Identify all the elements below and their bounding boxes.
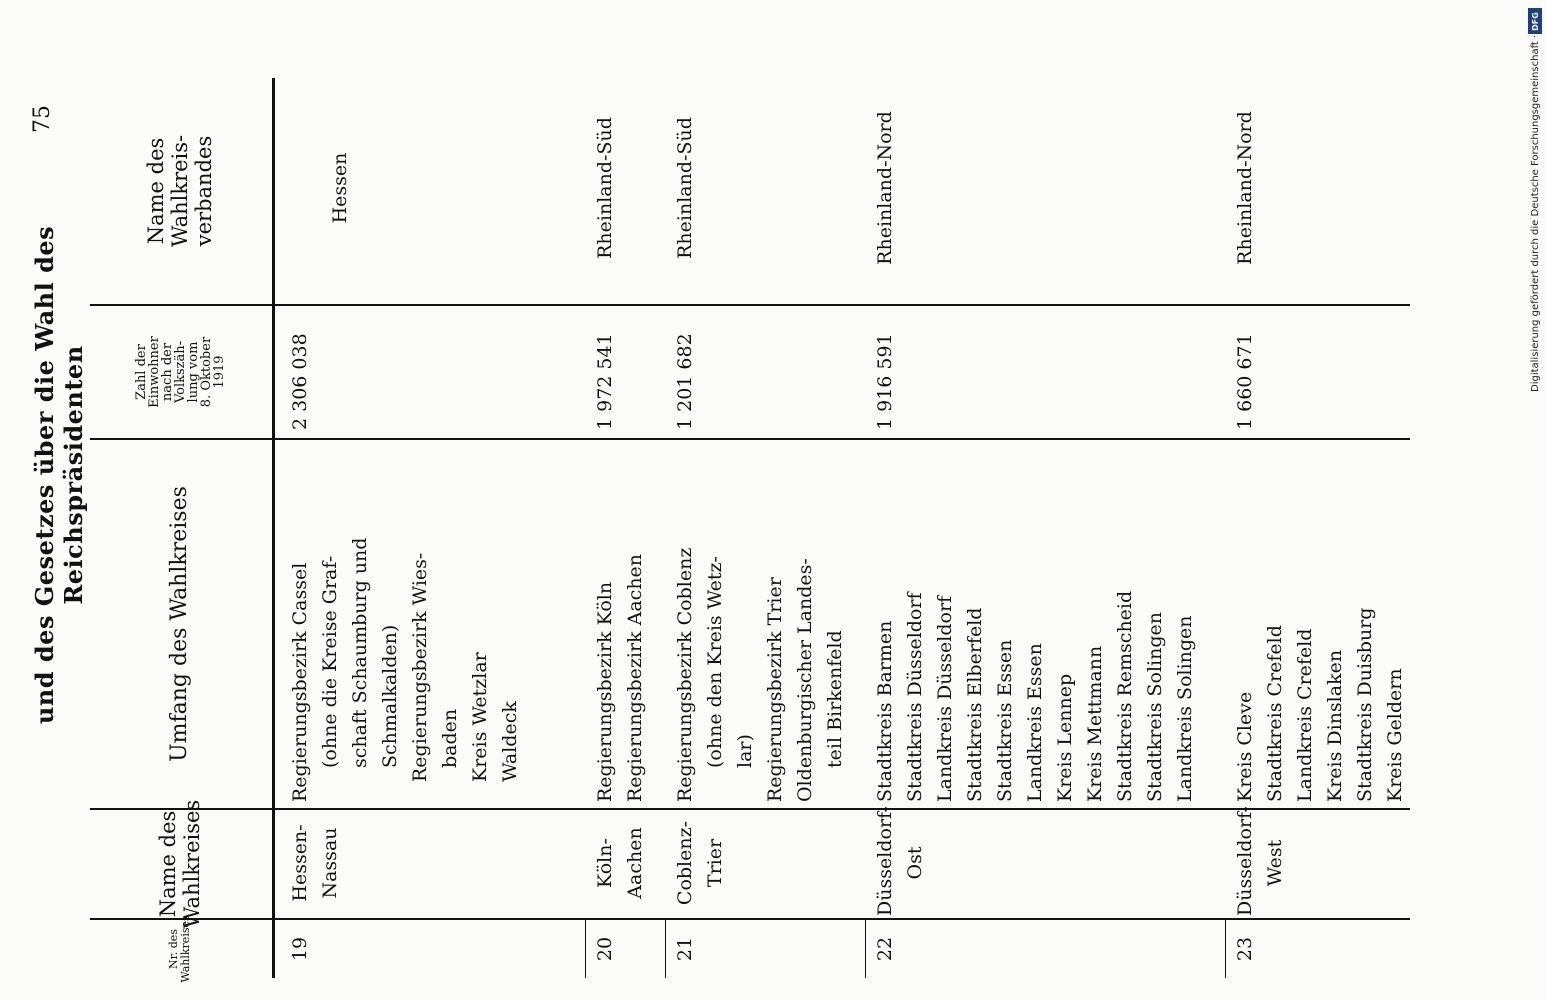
- dfg-logo-text: DFG: [1530, 11, 1540, 31]
- header-umfang-line: Umfang des Wahlkreises: [167, 486, 193, 762]
- extent-line: Regierungsbezirk Köln: [594, 581, 616, 802]
- constituency-name: [870, 806, 930, 916]
- extent-line: Stadtkreis Duisburg: [1354, 607, 1376, 802]
- constituency-extent: [590, 442, 650, 802]
- association-name: Rheinland-Süd: [674, 117, 696, 259]
- header-zahl-line: 1919: [211, 355, 227, 389]
- extent-line: Oldenburgischer Landes-: [794, 558, 816, 802]
- constituency-name-line: Nassau: [319, 827, 341, 899]
- extent-line: Landkreis Essen: [1024, 643, 1046, 802]
- extent-line: (ohne die Kreise Graf-: [319, 555, 341, 768]
- constituency-extent: [1230, 442, 1410, 802]
- extent-line: Landkreis Crefeld: [1294, 628, 1316, 802]
- extent-line: Waldeck: [499, 701, 521, 782]
- population: 1 660 671: [1234, 333, 1256, 430]
- header-name: [90, 799, 270, 929]
- population: 1 972 541: [594, 333, 616, 430]
- row-rule: [1225, 920, 1226, 978]
- population: 1 916 591: [874, 333, 896, 430]
- extent-line: Stadtkreis Solingen: [1144, 612, 1166, 802]
- column-rule: [90, 438, 1410, 440]
- header-verband-line: Name des: [143, 137, 168, 245]
- constituency-name-line: Coblenz-: [674, 820, 696, 906]
- extent-line: Schmalkalden): [379, 624, 401, 768]
- extent-line: (ohne den Kreis Wetz-: [704, 556, 726, 768]
- extent-line: teil Birkenfeld: [824, 630, 846, 768]
- header-verband: [90, 78, 270, 304]
- running-head-title: und des Gesetzes über die Wahl des Reichspräsidenten: [30, 225, 88, 725]
- extent-line: Stadtkreis Barmen: [874, 620, 896, 802]
- header-zahl-line: 8. Oktober: [198, 336, 214, 408]
- extent-line: schaft Schaumburg und: [349, 537, 371, 768]
- digitization-note: [1530, 34, 1546, 792]
- extent-line: Regierungsbezirk Wies-: [409, 552, 431, 782]
- extent-line: Regierungsbezirk Cassel: [289, 562, 311, 802]
- row-rule: [665, 920, 666, 978]
- header-name-line: Wahlkreises: [180, 799, 204, 929]
- constituency-name-line: West: [1264, 839, 1286, 887]
- extent-line: lar): [734, 734, 756, 768]
- constituency-name: [285, 810, 345, 916]
- association-name: Hessen: [329, 152, 351, 224]
- population: 2 306 038: [289, 333, 311, 430]
- extent-line: Kreis Lennep: [1054, 673, 1076, 802]
- constituency-extent: [870, 442, 1200, 802]
- header-zahl-line: lung vom: [185, 341, 201, 403]
- header-zahl: [90, 306, 270, 438]
- extent-line: Stadtkreis Crefeld: [1264, 625, 1286, 802]
- row-number: 20: [594, 936, 616, 962]
- extent-line: Stadtkreis Düsseldorf: [904, 592, 926, 802]
- header-name-line: Name des: [155, 810, 180, 918]
- row-number: 19: [289, 936, 311, 962]
- constituency-name-line: Hessen-: [289, 824, 311, 902]
- header-umfang: [90, 440, 270, 808]
- row-number: 21: [674, 936, 696, 962]
- constituency-name: [1230, 806, 1290, 916]
- association-name: Rheinland-Nord: [874, 111, 896, 265]
- association-name: Rheinland-Süd: [594, 117, 616, 259]
- extent-line: Stadtkreis Remscheid: [1114, 590, 1136, 802]
- header-nr-line: Nr. des: [167, 929, 181, 969]
- extent-line: Regierungsbezirk Trier: [764, 577, 786, 802]
- constituency-name-line: Trier: [704, 838, 726, 888]
- extent-line: Regierungsbezirk Aachen: [624, 553, 646, 802]
- population: 1 201 682: [674, 333, 696, 430]
- association-name: Rheinland-Nord: [1234, 111, 1256, 265]
- extent-line: Stadtkreis Essen: [994, 639, 1016, 802]
- extent-line: Regierungsbezirk Coblenz: [674, 547, 696, 802]
- header-zahl-line: Einwohner: [146, 336, 162, 408]
- extent-line: Kreis Cleve: [1234, 691, 1256, 802]
- header-rule: [272, 78, 275, 978]
- constituency-name-line: Ost: [904, 846, 926, 880]
- header-zahl-line: Zahl der: [133, 344, 149, 400]
- extent-line: Kreis Wetzlar: [469, 652, 491, 782]
- row-number: 23: [1234, 936, 1256, 962]
- constituency-name: [670, 810, 730, 916]
- extent-line: Kreis Geldern: [1384, 668, 1406, 802]
- constituency-name-line: Düsseldorf-: [874, 806, 896, 916]
- header-zahl-line: nach der: [159, 342, 175, 402]
- page-number: 75: [30, 105, 55, 133]
- constituency-extent: [285, 442, 525, 802]
- constituency-extent: [670, 442, 850, 802]
- digitization-note-text: Digitalisierung gefördert durch die Deutsche Forschungsgemeinschaft ·: [1530, 34, 1541, 392]
- constituency-name: [590, 810, 650, 916]
- header-nr: [90, 915, 270, 983]
- header-verband-line: Wahlkreis-: [167, 134, 192, 248]
- header-nr-line: Wahlkreises: [179, 915, 192, 983]
- extent-line: Stadtkreis Elberfeld: [964, 607, 986, 802]
- constituency-name-line: Köln-Aachen: [594, 827, 646, 899]
- extent-line: Landkreis Düsseldorf: [934, 595, 956, 802]
- row-number: 22: [874, 936, 896, 962]
- row-rule: [865, 920, 866, 978]
- header-zahl-line: Volkszäh-: [172, 340, 188, 404]
- extent-line: Kreis Dinslaken: [1324, 649, 1346, 802]
- running-head: [30, 0, 88, 1000]
- constituency-name-line: Düsseldorf-: [1234, 806, 1256, 916]
- extent-line: Kreis Mettmann: [1084, 645, 1106, 802]
- constituency-table: [90, 78, 1410, 983]
- extent-line: baden: [439, 708, 461, 768]
- row-rule: [585, 920, 586, 978]
- header-verband-line: verbandes: [192, 135, 217, 247]
- extent-line: Landkreis Solingen: [1174, 615, 1196, 802]
